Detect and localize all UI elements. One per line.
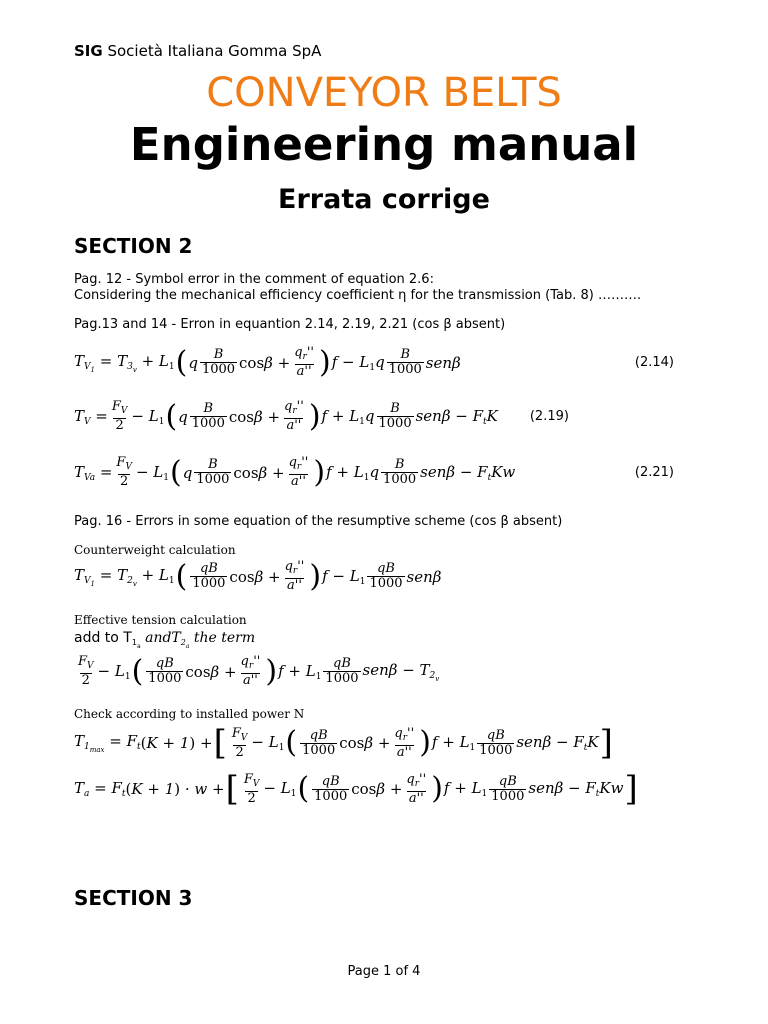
page-number: Page 1 of 4 <box>347 964 421 979</box>
add-to-line: add to $T_{1_a}$ andT$_{2_a}$ the term <box>74 630 256 650</box>
section-2-paragraph-2: Pag.13 and 14 - Erron in equantion 2.14, 2.19, 2.21 (cos β absent) <box>74 317 506 332</box>
equation-2-21: $T_{Va}$ = $\frac{F_V}{2}$ − $L_1$ ( q $\frac{B}{1000}$ cos β + $\frac{q_r''}{a''}$ ) $f + L_1q$ $\frac{B}{1000}$ $sen\beta - F_tKw$ (2.21) <box>74 454 674 490</box>
errata-title: Errata corrige <box>278 184 490 215</box>
document-header <box>74 42 321 60</box>
main-title: CONVEYOR BELTS <box>206 70 562 116</box>
section-2-paragraph-3: Pag. 16 - Errors in some equation of the resumptive scheme (cos β absent) <box>74 514 563 529</box>
and-term-text: andT <box>145 630 181 646</box>
check-equation-2: $T_a = F_t$ ( K + 1 ) · w + [ $\frac{F_V}{2}$ − $L_1$ ( $\frac{qB}{1000}$ cos β + $\frac{q_r''}{a''}$ ) $f + L_1$ $\frac{qB}{1000}$ $sen\beta - F_tKw$ ] <box>74 769 638 809</box>
company-name: Società Italiana Gomma SpA <box>107 42 322 60</box>
section-2-heading: SECTION 2 <box>74 234 193 258</box>
section-2-paragraph-1 <box>74 272 641 304</box>
equation-2-14: $T_{V_1} = T_{3_v} + L_1$ ( q $\frac{B}{1000}$ cos β + $\frac{q_r''}{a''}$ ) $f - L_1q$ $\frac{B}{1000}$ senβ (2.14) <box>74 344 674 380</box>
check-equation-1: $T_{1_{max}} = F_t$ ( K + 1 ) + [ $\frac{F_V}{2}$ − $L_1$ ( $\frac{qB}{1000}$ cos β + $\frac{q_r''}{a''}$ ) $f + L_1$ $\frac{qB}{1000}$ $sen\beta - F_tK$ ] <box>74 723 613 763</box>
effective-tension-equation: $\frac{F_V}{2}$ − $L_1$ ( $\frac{qB}{1000}$ cos β + $\frac{q_r''}{a''}$ ) $f + L_1$ $\frac{qB}{1000}$ $sen\beta - T_{2_v}$ <box>78 653 440 689</box>
equation-number: (2.14) <box>634 355 674 370</box>
counterweight-label: Counterweight calculation <box>74 543 236 557</box>
brand-name: SIG <box>74 42 103 60</box>
equation-2-19: $T_V$ = $\frac{F_V}{2}$ − $L_1$ ( q $\frac{B}{1000}$ cos β + $\frac{q_r''}{a''}$ ) $f + L_1q$ $\frac{B}{1000}$ $sen\beta - F_tK$ (2.19) <box>74 398 569 434</box>
subtitle: Engineering manual <box>129 118 639 171</box>
effective-tension-label: Effective tension calculation <box>74 613 247 627</box>
equation-number: (2.19) <box>529 409 569 424</box>
check-power-label: Check according to installed power N <box>74 707 305 721</box>
counterweight-equation: $T_{V_1} = T_{2_v} + L_1$ ( $\frac{qB}{1000}$ cos β + $\frac{q_r''}{a''}$ ) $f - L_1$ $\frac{qB}{1000}$ senβ <box>74 558 442 594</box>
section-3-heading: SECTION 3 <box>74 886 193 910</box>
paragraph-line: Considering the mechanical efficiency coefficient η for the transmission (Tab. 8) ………. <box>74 288 642 303</box>
paragraph-line: Pag. 12 - Symbol error in the comment of equation 2.6: <box>74 272 434 287</box>
the-term-text: the term <box>193 630 256 646</box>
add-to-text: add to T <box>74 630 132 646</box>
equation-number: (2.21) <box>634 465 674 480</box>
